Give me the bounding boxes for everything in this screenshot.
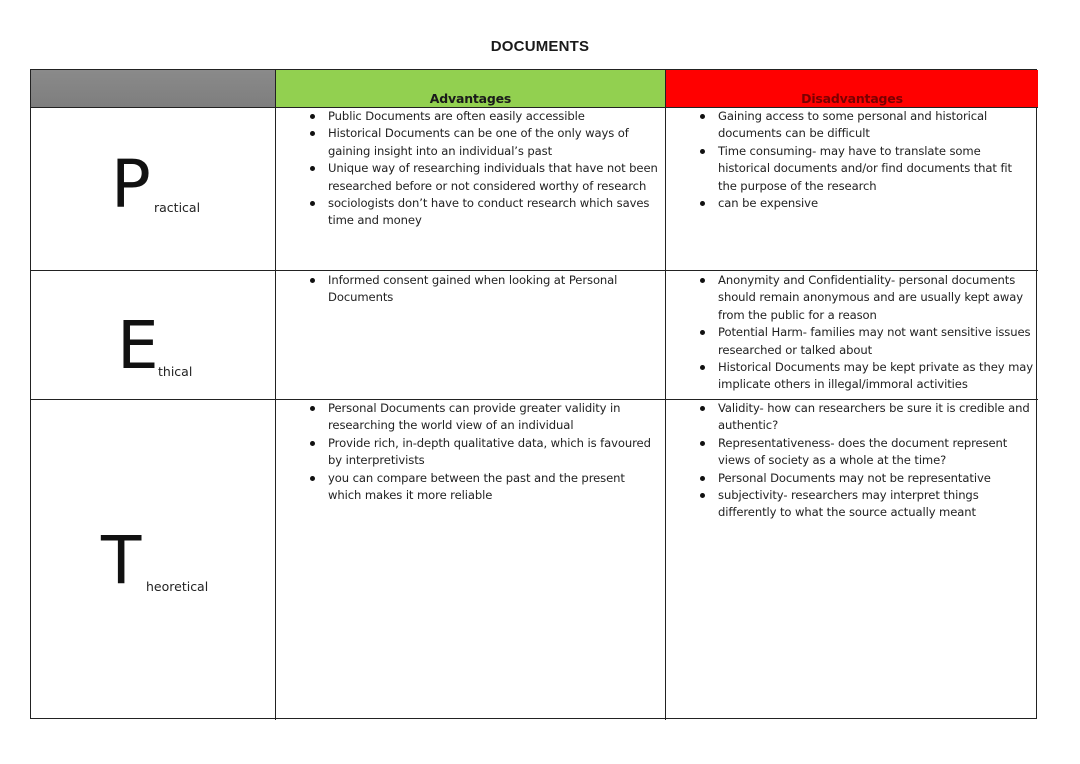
theoretical-disadvantages-cell: [666, 400, 1038, 720]
advantages-header: Advantages: [429, 91, 512, 106]
list-item: Personal Documents may not be representative: [696, 470, 1036, 487]
ethical-advantages-cell: [276, 271, 666, 400]
ethical-advantages-list: [306, 272, 660, 307]
list-item: sociologists don’t have to conduct research which saves time and money: [306, 195, 660, 230]
list-item: Historical Documents may be kept private as they may implicate others in illegal/immoral activities: [696, 359, 1036, 394]
theoretical-disadvantages-list: [696, 400, 1036, 522]
row-initial-letter: T: [101, 522, 142, 599]
list-item: Validity- how can researchers be sure it is credible and authentic?: [696, 400, 1036, 435]
list-item: Representativeness- does the document represent views of society as a whole at the time?: [696, 435, 1036, 470]
theoretical-advantages-cell: [276, 400, 666, 720]
practical-advantages-cell: [276, 108, 666, 271]
practical-disadvantages-cell: [666, 108, 1038, 271]
list-item: Informed consent gained when looking at Personal Documents: [306, 272, 660, 307]
list-item: Personal Documents can provide greater validity in researching the world view of an individual: [306, 400, 660, 435]
disadvantages-header-cell: [666, 70, 1038, 108]
practical-advantages-list: [306, 108, 660, 230]
row-initial-letter: E: [117, 307, 159, 384]
row-label-practical: [31, 108, 276, 271]
list-item: Gaining access to some personal and historical documents can be difficult: [696, 108, 1034, 143]
practical-disadvantages-list: [696, 108, 1034, 212]
list-item: Unique way of researching individuals that have not been researched before or not considered worthy of research: [306, 160, 660, 195]
list-item: Potential Harm- families may not want sensitive issues researched or talked about: [696, 324, 1036, 359]
row-initial-letter: P: [111, 146, 151, 223]
theoretical-advantages-list: [306, 400, 660, 504]
list-item: subjectivity- researchers may interpret things differently to what the source actually meant: [696, 487, 1036, 522]
pet-table: [30, 69, 1037, 719]
row-label-rest: thical: [158, 364, 193, 379]
list-item: can be expensive: [696, 195, 1034, 212]
advantages-header-cell: [276, 70, 666, 108]
list-item: Public Documents are often easily accessible: [306, 108, 660, 125]
row-label-rest: ractical: [154, 200, 201, 215]
list-item: Time consuming- may have to translate some historical documents and/or find documents that fit the purpose of the research: [696, 143, 1034, 195]
ethical-disadvantages-list: [696, 272, 1036, 394]
list-item: Provide rich, in-depth qualitative data, which is favoured by interpretivists: [306, 435, 660, 470]
list-item: Anonymity and Confidentiality- personal documents should remain anonymous and are usually kept away from the public for a reason: [696, 272, 1036, 324]
ethical-disadvantages-cell: [666, 271, 1038, 400]
corner-header-cell: [31, 70, 276, 108]
row-label-ethical: [31, 271, 276, 400]
page-title: DOCUMENTS: [490, 38, 590, 55]
disadvantages-header: Disadvantages: [801, 91, 903, 106]
list-item: you can compare between the past and the present which makes it more reliable: [306, 470, 660, 505]
row-label-theoretical: [31, 400, 276, 720]
row-label-rest: heoretical: [146, 579, 209, 594]
list-item: Historical Documents can be one of the only ways of gaining insight into an individual’s past: [306, 125, 660, 160]
